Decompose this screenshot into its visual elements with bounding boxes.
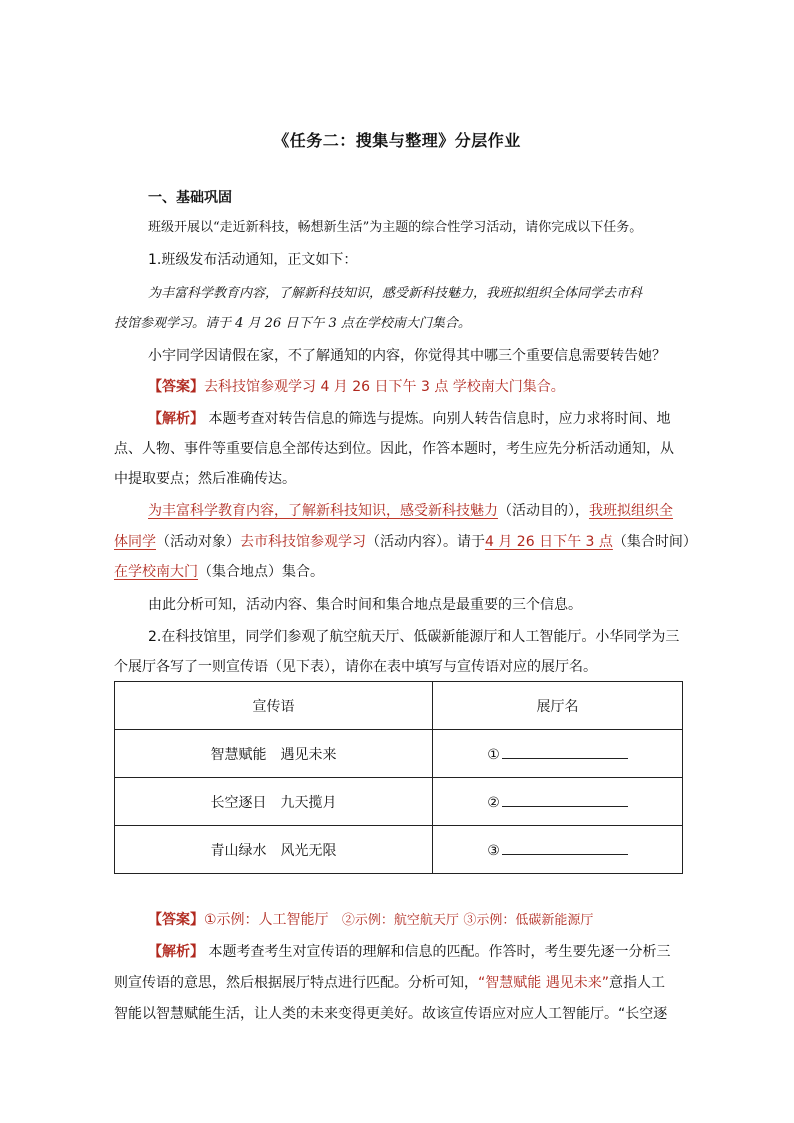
q1-analysis-line-3: 中提取要点；然后准确传达。 [114, 471, 296, 487]
exhibit-table [114, 681, 683, 874]
analysis-text: 本题考查对转告信息的筛选与提炼。向别人转告信息时，应力求将时间、地 [204, 411, 671, 427]
breakdown-line-1 [148, 501, 673, 521]
hall-blank-cell[interactable] [433, 826, 683, 874]
q1-prompt: 1.班级发布活动通知，正文如下： [148, 252, 358, 268]
hall-blank-cell[interactable] [433, 730, 683, 778]
page-title: 《任务二：搜集与整理》分层作业 [273, 131, 521, 150]
q1-analysis-line-1 [148, 409, 670, 429]
intro-text: 班级开展以“走近新科技，畅想新生活”为主题的综合性学习活动，请你完成以下任务。 [148, 220, 643, 235]
table-row [115, 730, 683, 778]
time-tag: （集合时间） [612, 534, 697, 550]
hall-blank-cell[interactable] [433, 778, 683, 826]
q1-answer [148, 377, 565, 397]
q2-prompt-line-2: 个展厅各写了一则宣传语（见下表），请你在表中填写与宣传语对应的展厅名。 [114, 659, 597, 675]
answer-blank-line[interactable] [502, 792, 628, 807]
analysis-text: 本题考查考生对宣传语的理解和信息的匹配。作答时，考生要先逐一分析三 [204, 944, 671, 960]
table-header-row [115, 682, 683, 730]
header-hall-name: 展厅名 [433, 682, 683, 730]
analysis-label: 【解析】 [148, 411, 204, 427]
q2-analysis-line-1 [148, 942, 670, 962]
place-text: 在学校南大门 [114, 564, 198, 580]
table-row [115, 826, 683, 874]
analysis-text-2: 则宣传语的意思，然后根据展厅特点进行匹配。分析可知， [114, 975, 478, 991]
analysis-quote: “智慧赋能 遇见未来” [478, 975, 609, 991]
q1-analysis-line-2: 点、人物、事件等重要信息全部传达到位。因此，作答本题时，考生应先分析活动通知，从 [114, 441, 674, 457]
header-slogan: 宣传语 [115, 682, 433, 730]
answer-label: 【答案】 [148, 379, 204, 395]
purpose-text: 为丰富科学教育内容，了解新科技知识，感受新科技魅力 [148, 503, 498, 519]
slogan-cell: 长空逐日 九天揽月 [115, 778, 433, 826]
table-row [115, 778, 683, 826]
notice-line-1: 为丰富科学教育内容，了解新科技知识，感受新科技魅力，我班拟组织全体同学去市科 [148, 286, 643, 301]
q2-answer [148, 910, 593, 931]
blank-marker: ③ [487, 843, 500, 859]
slogan-cell: 青山绿水 风光无限 [115, 826, 433, 874]
answer-label: 【答案】 [148, 912, 204, 928]
answer-2: ②示例：航空航天厅 [341, 913, 459, 928]
q1-question: 小宇同学因请假在家，不了解通知的内容，你觉得其中哪三个重要信息需要转告她？ [148, 348, 666, 364]
object-text-b: 体同学 [114, 534, 156, 550]
content-tag: （活动内容）。请于 [366, 534, 485, 550]
notice-line-2: 技馆参观学习。请于 4 月 26 日下午 3 点在学校南大门集合。 [114, 316, 471, 331]
analysis-label: 【解析】 [148, 944, 204, 960]
content-text: 去市科技馆参观学习 [240, 534, 366, 550]
object-text-a: 我班拟组织全 [589, 503, 673, 519]
answer-blank-line[interactable] [502, 744, 628, 759]
q2-analysis-line-2 [114, 973, 665, 993]
blank-marker: ② [487, 795, 500, 811]
answer-blank-line[interactable] [502, 840, 628, 855]
breakdown-line-2 [114, 532, 697, 552]
time-text: 4 月 26 日下午 3 点 [485, 534, 613, 550]
q2-analysis-line-3: 智能以智慧赋能生活，让人类的未来变得更美好。故该宣传语应对应人工智能厅。“长空逐 [114, 1006, 668, 1022]
section-heading: 一、基础巩固 [148, 190, 232, 206]
slogan-cell: 智慧赋能 遇见未来 [115, 730, 433, 778]
object-tag: （活动对象） [156, 534, 240, 550]
answer-1: ①示例：人工智能厅 [204, 912, 329, 928]
purpose-tag: （活动目的）， [498, 503, 589, 519]
q1-conclusion: 由此分析可知，活动内容、集合时间和集合地点是最重要的三个信息。 [148, 597, 582, 613]
answer-3: ③示例：低碳新能源厅 [463, 913, 594, 928]
answer-text: 去科技馆参观学习 4 月 26 日下午 3 点 学校南大门集合。 [204, 379, 565, 395]
place-tag: （集合地点）集合。 [198, 564, 324, 580]
breakdown-line-3 [114, 562, 324, 582]
q2-prompt-line-1: 2.在科技馆里，同学们参观了航空航天厅、低碳新能源厅和人工智能厅。小华同学为三 [148, 629, 680, 645]
blank-marker: ① [487, 747, 500, 763]
analysis-text-2-tail: 意指人工 [608, 975, 665, 991]
